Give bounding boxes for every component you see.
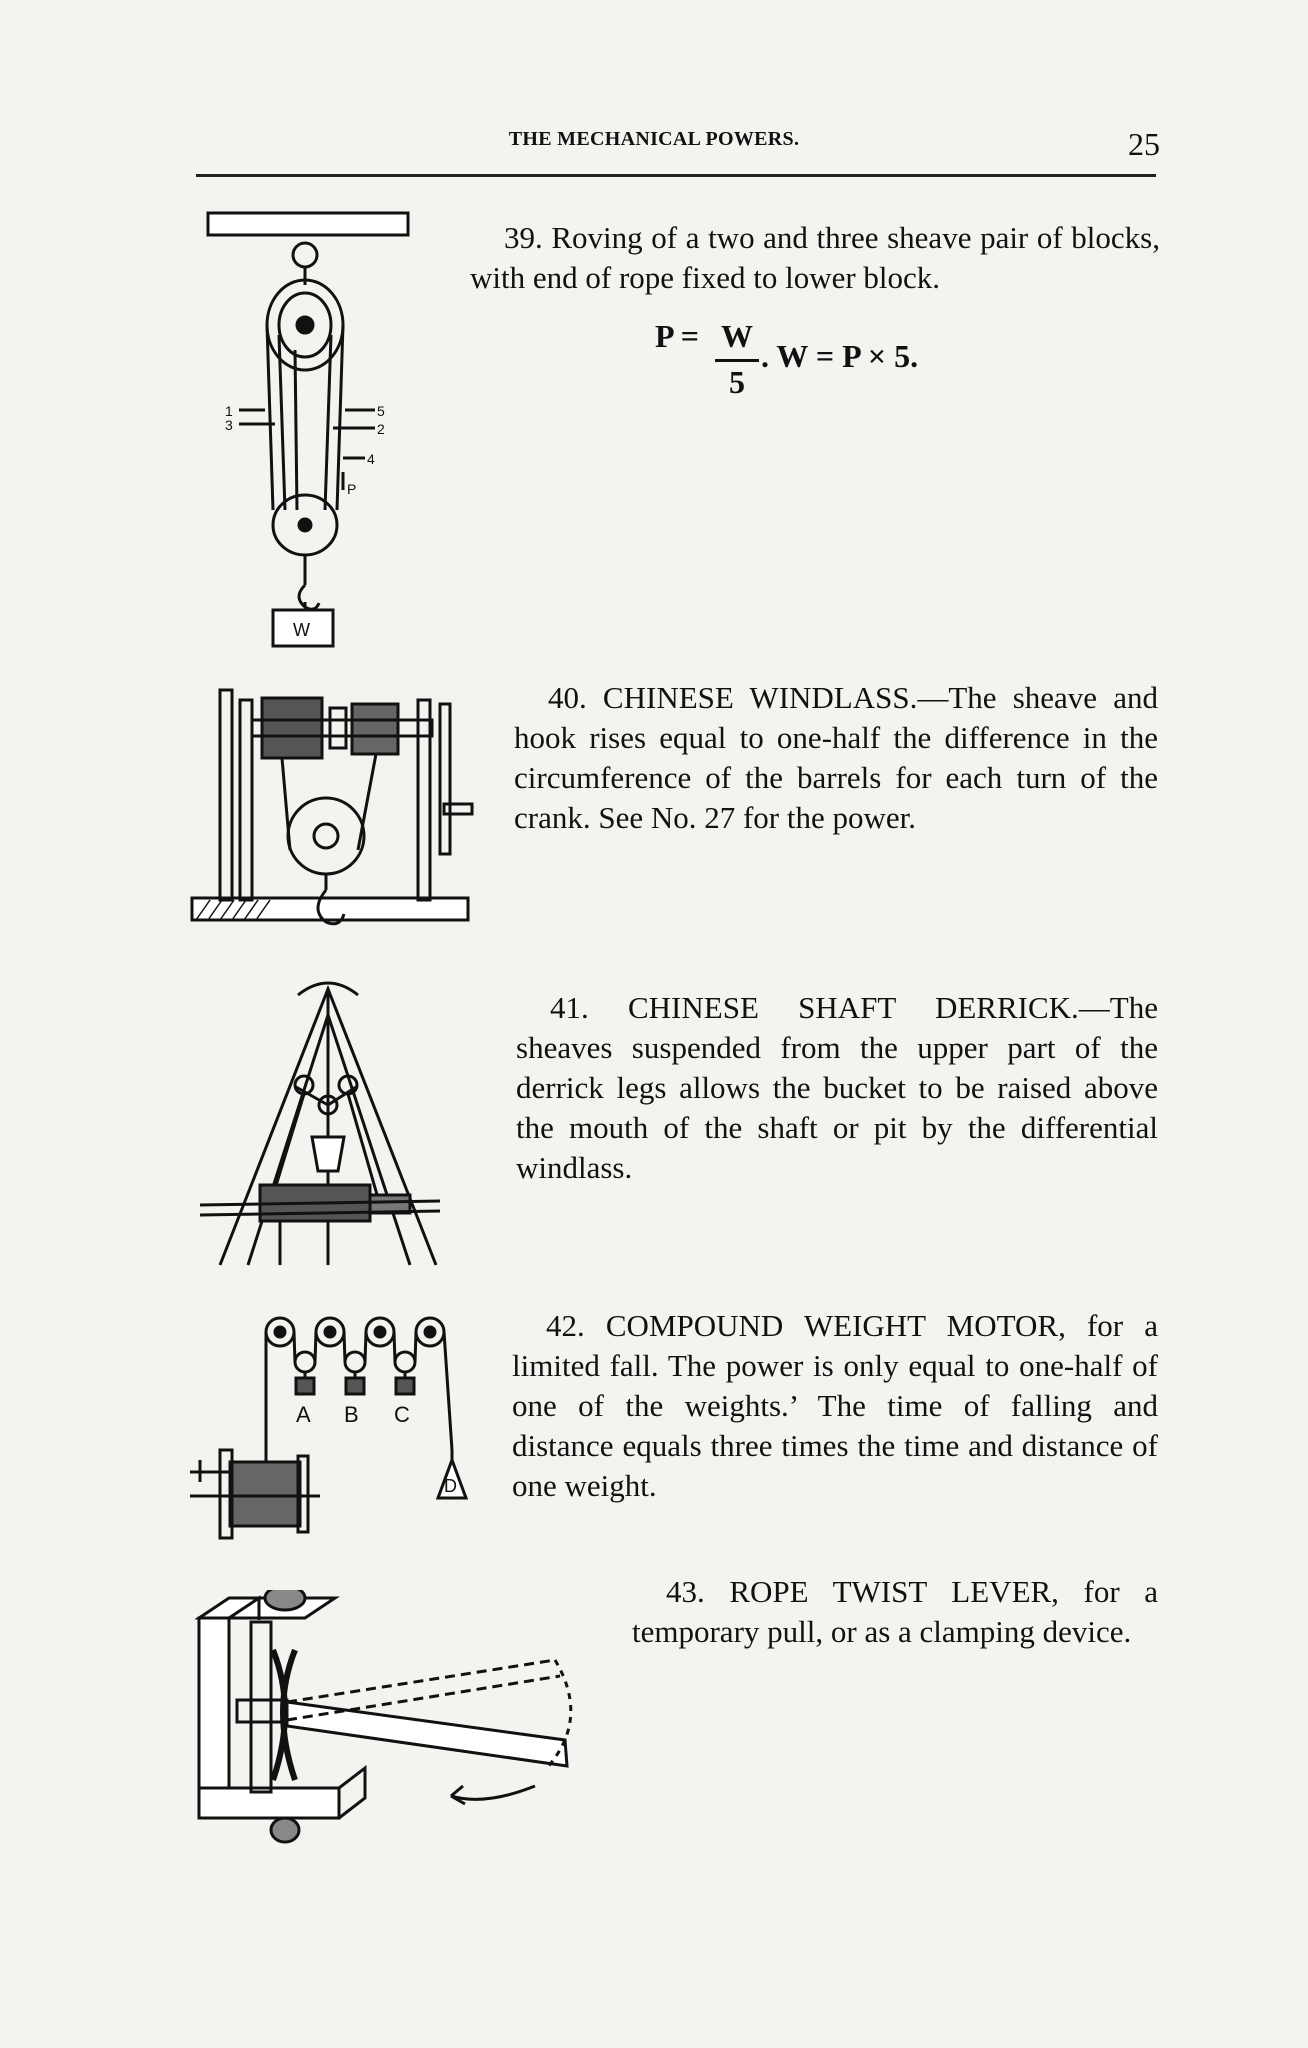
formula-rest: . W = P × 5. xyxy=(761,338,919,374)
label-b: B xyxy=(344,1402,359,1427)
entry-43-figure xyxy=(195,1590,635,1850)
entry-40-figure xyxy=(190,680,490,960)
formula-p: P = xyxy=(655,318,700,354)
entry-42-figure xyxy=(190,1310,510,1550)
label-1: 1 xyxy=(225,403,233,419)
running-header: THE MECHANICAL POWERS. xyxy=(508,128,800,150)
page-number: 25 xyxy=(1128,126,1160,162)
label-a: A xyxy=(296,1402,311,1427)
entry-41-figure xyxy=(200,975,480,1275)
entry-43-text: 43. ROPE TWIST LEVER, for a temporary pull, or as a clamping device. xyxy=(632,1574,1158,1649)
label-p: P xyxy=(347,481,357,497)
entry-41-text: 41. CHINESE SHAFT DERRICK.—The sheaves suspended from the upper part of the derrick legs allows the bucket to be raised above the mouth of the shaft or pit by the differential windlass. xyxy=(516,990,1158,1185)
formula-numerator: W xyxy=(721,318,753,354)
label-w: W xyxy=(293,620,310,640)
label-c: C xyxy=(394,1402,410,1427)
entry-39-figure xyxy=(205,210,425,650)
label-5: 5 xyxy=(377,403,385,419)
label-3: 3 xyxy=(225,417,233,433)
entry-42-text: 42. COMPOUND WEIGHT MOTOR, for a limited fall. The power is only equal to one-half of one of the weights.’ The time of falling and distance equals three times the time and distance of one weight. xyxy=(512,1308,1158,1503)
entry-40-text: 40. CHINESE WINDLASS.—The sheave and hook rises equal to one-half the difference in the circumference of the barrels for each turn of the crank. See No. 27 for the power. xyxy=(514,680,1158,835)
label-d: D xyxy=(444,1476,457,1496)
header-rule xyxy=(196,174,1156,177)
label-2: 2 xyxy=(377,421,385,437)
label-4: 4 xyxy=(367,451,375,467)
entry-39-text: 39. Roving of a two and three sheave pair of blocks, with end of rope fixed to lower block. xyxy=(470,220,1160,295)
formula-fraction xyxy=(715,318,759,401)
formula-denominator: 5 xyxy=(715,359,759,401)
